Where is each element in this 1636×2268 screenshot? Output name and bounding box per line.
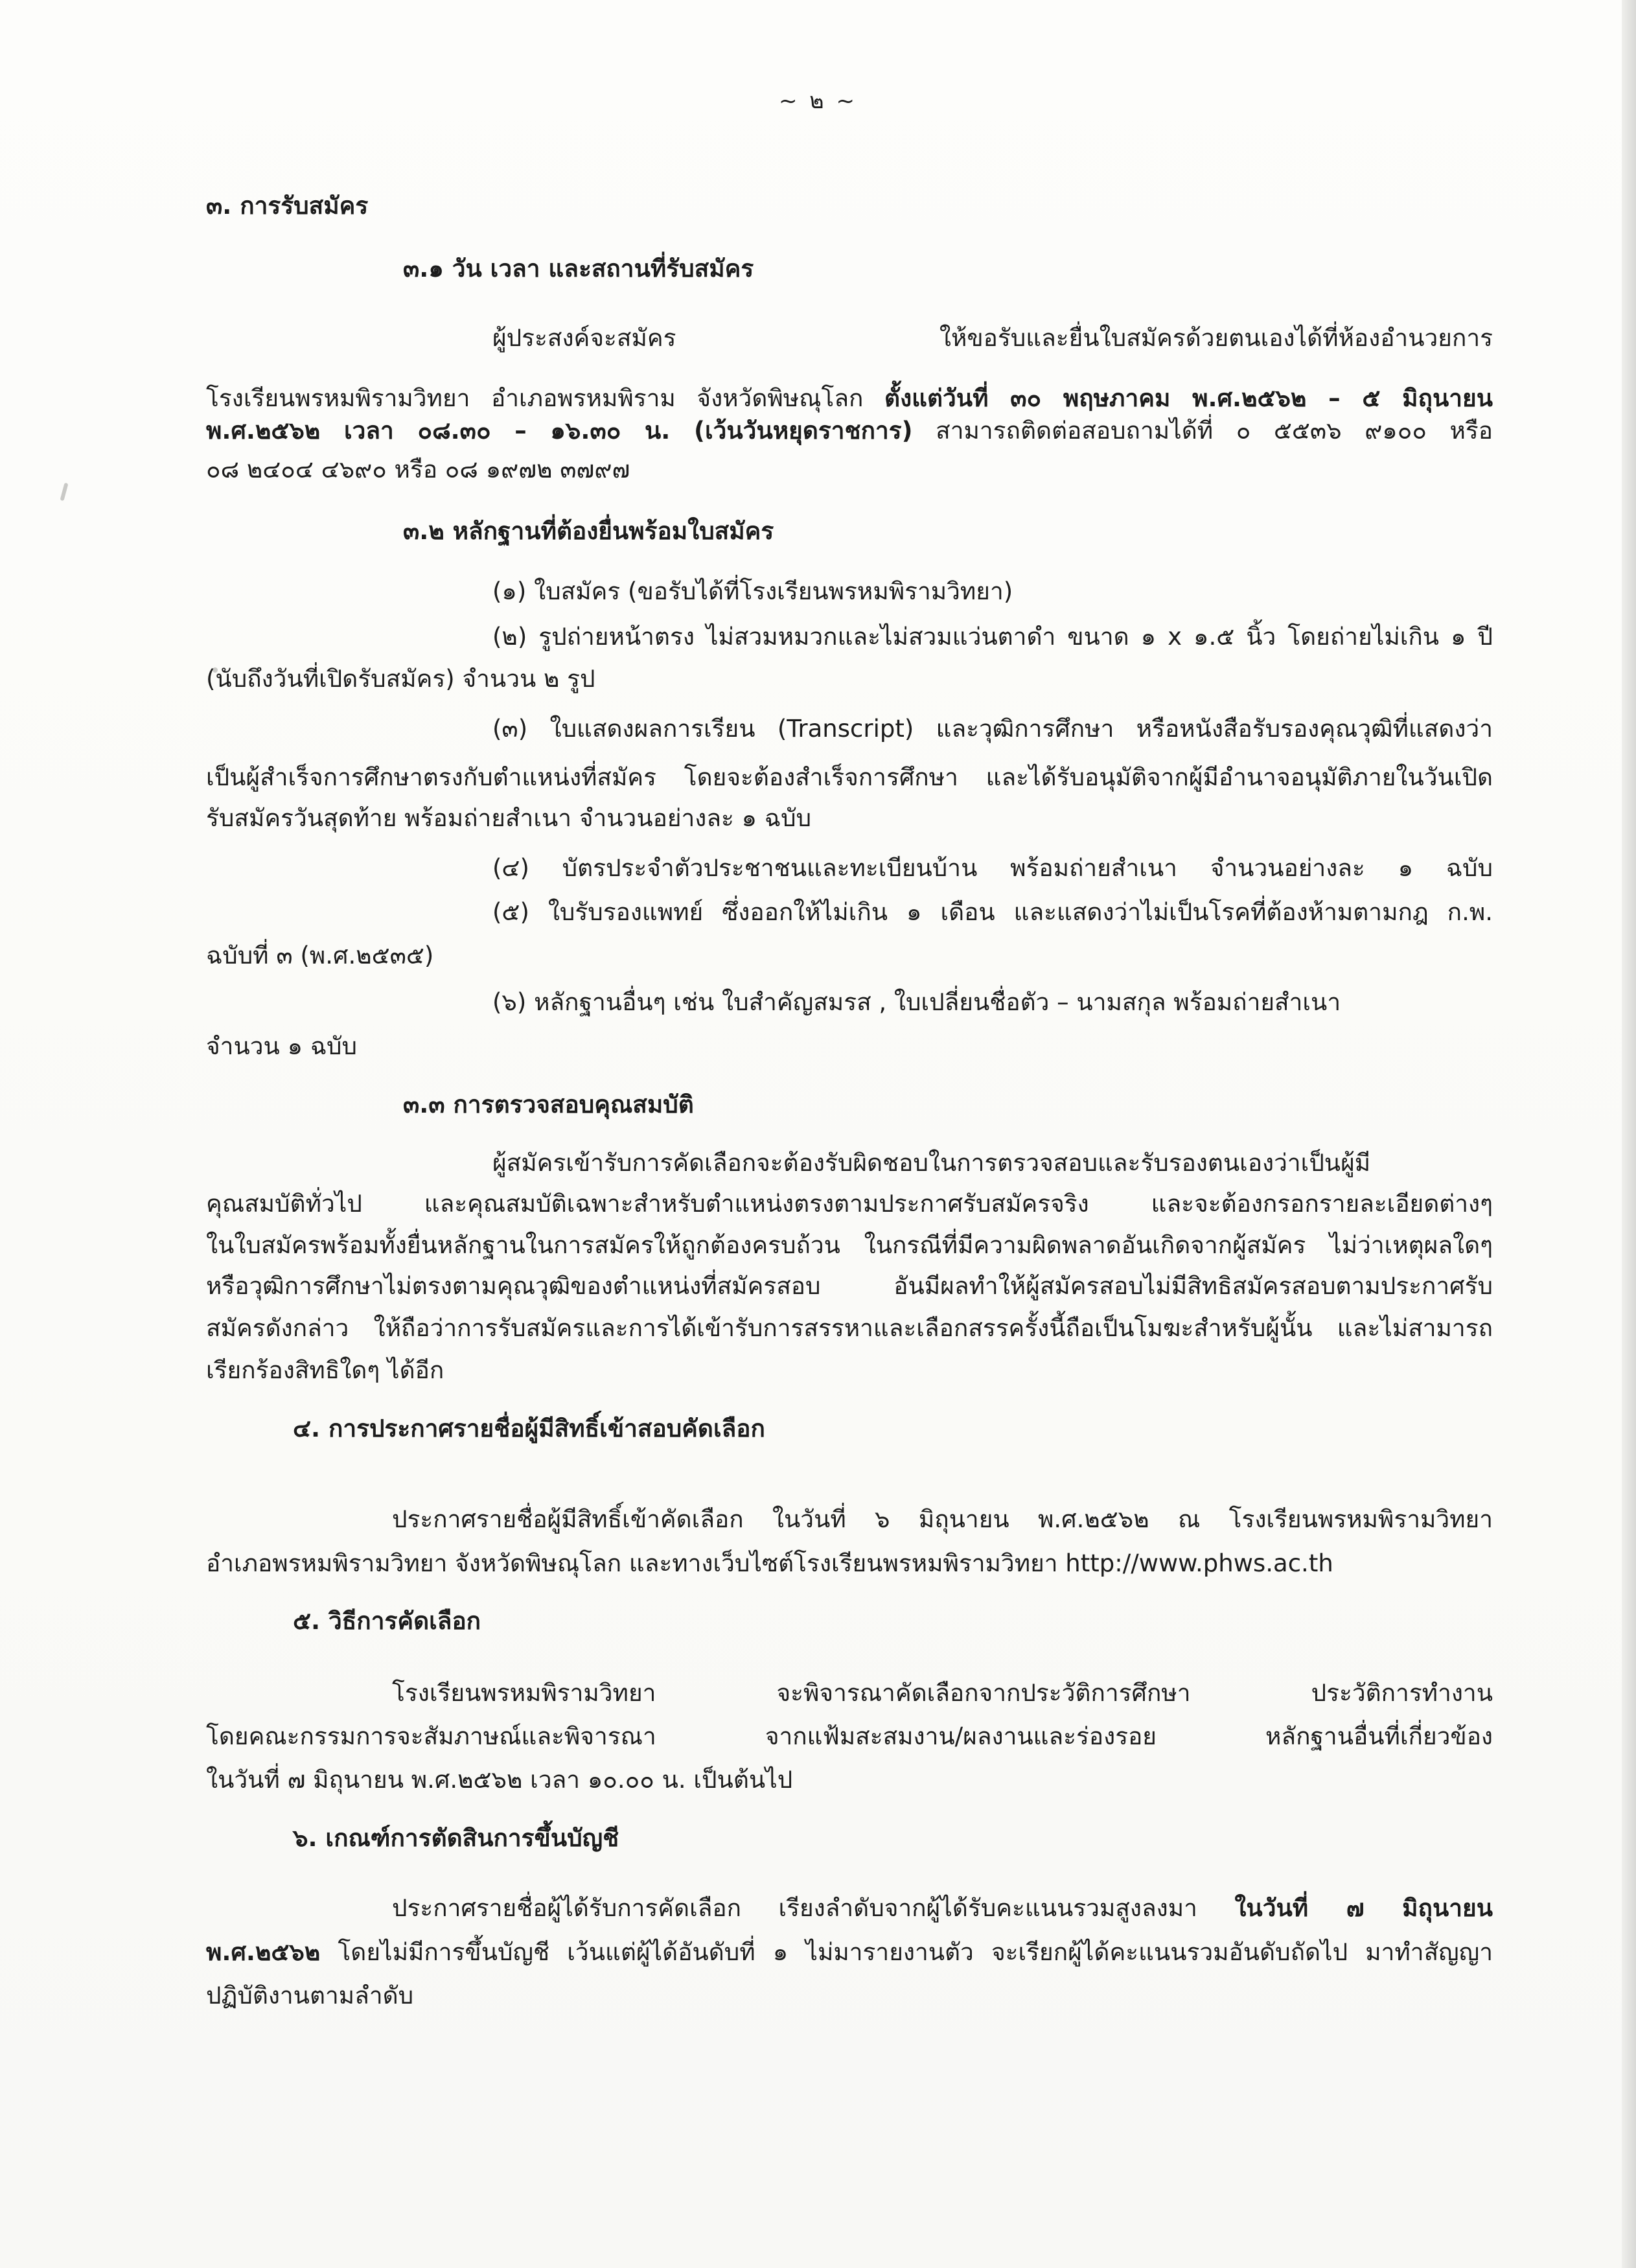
text-run: โรงเรียนพรหมพิรามวิทยา อำเภอพรหมพิราม จังหวัดพิษณุโลก xyxy=(206,384,885,412)
paragraph-line: ผู้ประสงค์จะสมัคร ให้ขอรับและยื่นใบสมัครด้วยตนเองได้ที่ห้องอำนวยการ xyxy=(492,324,1493,352)
bold-date-range: ตั้งแต่วันที่ ๓๐ พฤษภาคม พ.ศ.๒๕๖๒ – ๕ มิถุนายน xyxy=(884,384,1493,412)
paragraph-line: ผู้สมัครเข้ารับการคัดเลือกจะต้องรับผิดชอบในการตรวจสอบและรับรองตนเองว่าเป็นผู้มี xyxy=(492,1149,1371,1177)
list-item-continued: ฉบับที่ ๓ (พ.ศ.๒๕๓๕) xyxy=(206,942,434,969)
paragraph-line: ประกาศรายชื่อผู้มีสิทธิ์เข้าคัดเลือก ในวันที่ ๖ มิถุนายน พ.ศ.๒๕๖๒ ณ โรงเรียนพรหมพิรามวิทยา xyxy=(392,1505,1493,1533)
phone-numbers: ๐๘ ๒๔๐๔ ๔๖๙๐ หรือ ๐๘ ๑๙๗๒ ๓๗๙๗ xyxy=(206,456,630,483)
subsection-heading: ๓.๑ วัน เวลา และสถานที่รับสมัคร xyxy=(403,255,754,283)
paragraph-line: ในใบสมัครพร้อมทั้งยื่นหลักฐานในการสมัครให้ถูกต้องครบถ้วน ในกรณีที่มีความผิดพลาดอันเกิดจากผู้สมัคร ไม่ว่าเหตุผลใดๆ xyxy=(206,1231,1493,1259)
list-item-continued: จำนวน ๑ ฉบับ xyxy=(206,1032,358,1060)
list-item: (๔) บัตรประจำตัวประชาชนและทะเบียนบ้าน พร้อมถ่ายสำเนา จำนวนอย่างละ ๑ ฉบับ xyxy=(492,854,1493,882)
list-item-continued: (นับถึงวันที่เปิดรับสมัคร) จำนวน ๒ รูป xyxy=(206,665,595,693)
paragraph-line: หรือวุฒิการศึกษาไม่ตรงตามคุณวุฒิของตำแหน่งที่สมัครสอบ อันมีผลทำให้ผู้สมัครสอบไม่มีสิทธิสมัครสอบตามประกาศรับ xyxy=(206,1272,1493,1300)
text-run: ประกาศรายชื่อผู้ได้รับการคัดเลือก เรียงลำดับจากผู้ได้รับคะแนนรวมสูงลงมา xyxy=(392,1894,1235,1922)
list-item: (๓) ใบแสดงผลการเรียน (Transcript) และวุฒิการศึกษา หรือหนังสือรับรองคุณวุฒิที่แสดงว่า xyxy=(492,715,1493,743)
list-item: (๑) ใบสมัคร (ขอรับได้ที่โรงเรียนพรหมพิรามวิทยา) xyxy=(492,577,1013,605)
subsection-heading: ๓.๒ หลักฐานที่ต้องยื่นพร้อมใบสมัคร xyxy=(403,517,774,545)
paragraph-line: อำเภอพรหมพิรามวิทยา จังหวัดพิษณุโลก และทางเว็บไซต์โรงเรียนพรหมพิรามวิทยา http://www.phws.ac.th xyxy=(206,1549,1333,1577)
paragraph-line: เรียกร้องสิทธิใดๆ ได้อีก xyxy=(206,1356,444,1384)
text-run: โดยไม่มีการขึ้นบัญชี เว้นแต่ผู้ได้อันดับที่ ๑ ไม่มารายงานตัว จะเรียกผู้ได้คะแนนรวมอันดับถัดไป มาทำสัญญา xyxy=(320,1938,1493,1966)
section-heading: ๓. การรับสมัคร xyxy=(206,192,369,220)
paragraph-line: สมัครดังกล่าว ให้ถือว่าการรับสมัครและการได้เข้ารับการสรรหาและเลือกสรรครั้งนี้ถือเป็นโมฆะสำหรับผู้นั้น และไม่สามารถ xyxy=(206,1314,1493,1342)
paragraph-line: โรงเรียนพรหมพิรามวิทยา จะพิจารณาคัดเลือกจากประวัติการศึกษา ประวัติการทำงาน xyxy=(392,1679,1493,1707)
paragraph-line: คุณสมบัติทั่วไป และคุณสมบัติเฉพาะสำหรับตำแหน่งตรงตามประกาศรับสมัครจริง และจะต้องกรอกรายละเอียดต่างๆ xyxy=(206,1190,1493,1218)
paragraph-line: โดยคณะกรรมการจะสัมภาษณ์และพิจารณา จากแฟ้มสะสมงาน/ผลงานและร่องรอย หลักฐานอื่นที่เกี่ยวข้อง xyxy=(206,1722,1493,1750)
bold-year: พ.ศ.๒๕๖๒ xyxy=(206,1938,321,1966)
section-heading: ๔. การประกาศรายชื่อผู้มีสิทธิ์เข้าสอบคัดเลือก xyxy=(293,1415,765,1442)
paragraph-line: ในวันที่ ๗ มิถุนายน พ.ศ.๒๕๖๒ เวลา ๑๐.๐๐ น. เป็นต้นไป xyxy=(206,1766,793,1794)
paragraph-line xyxy=(206,1936,1493,1969)
list-item-continued: เป็นผู้สำเร็จการศึกษาตรงกับตำแหน่งที่สมัคร โดยจะต้องสำเร็จการศึกษา และได้รับอนุมัติจากผู้มีอำนาจอนุมัติภายในวันเปิด xyxy=(206,763,1493,791)
subsection-heading: ๓.๓ การตรวจสอบคุณสมบัติ xyxy=(403,1091,694,1118)
section-heading: ๖. เกณฑ์การตัดสินการขึ้นบัญชี xyxy=(293,1824,619,1852)
section-heading: ๕. วิธีการคัดเลือก xyxy=(293,1607,481,1635)
list-item: (๖) หลักฐานอื่นๆ เช่น ใบสำคัญสมรส , ใบเปลี่ยนชื่อตัว – นามสกุล พร้อมถ่ายสำเนา xyxy=(492,988,1341,1016)
paragraph-line: ปฏิบัติงานตามลำดับ xyxy=(206,1982,414,2009)
list-item: (๒) รูปถ่ายหน้าตรง ไม่สวมหมวกและไม่สวมแว่นตาดำ ขนาด ๑ x ๑.๕ นิ้ว โดยถ่ายไม่เกิน ๑ ปี xyxy=(492,623,1493,651)
list-item: (๕) ใบรับรองแพทย์ ซึ่งออกให้ไม่เกิน ๑ เดือน และแสดงว่าไม่เป็นโรคที่ต้องห้ามตามกฎ ก.พ. xyxy=(492,898,1493,926)
bold-time-range: พ.ศ.๒๕๖๒ เวลา ๐๘.๓๐ – ๑๖.๓๐ น. (เว้นวันหยุดราชการ) xyxy=(206,417,913,445)
page-number: ~ ๒ ~ xyxy=(778,88,857,114)
bold-date: ในวันที่ ๗ มิถุนายน xyxy=(1234,1894,1493,1922)
list-item-continued: รับสมัครวันสุดท้าย พร้อมถ่ายสำเนา จำนวนอย่างละ ๑ ฉบับ xyxy=(206,804,812,832)
paragraph-line xyxy=(392,1892,1493,1925)
text-run: สามารถติดต่อสอบถามได้ที่ ๐ ๕๕๓๖ ๙๑๐๐ หรือ xyxy=(912,417,1493,445)
